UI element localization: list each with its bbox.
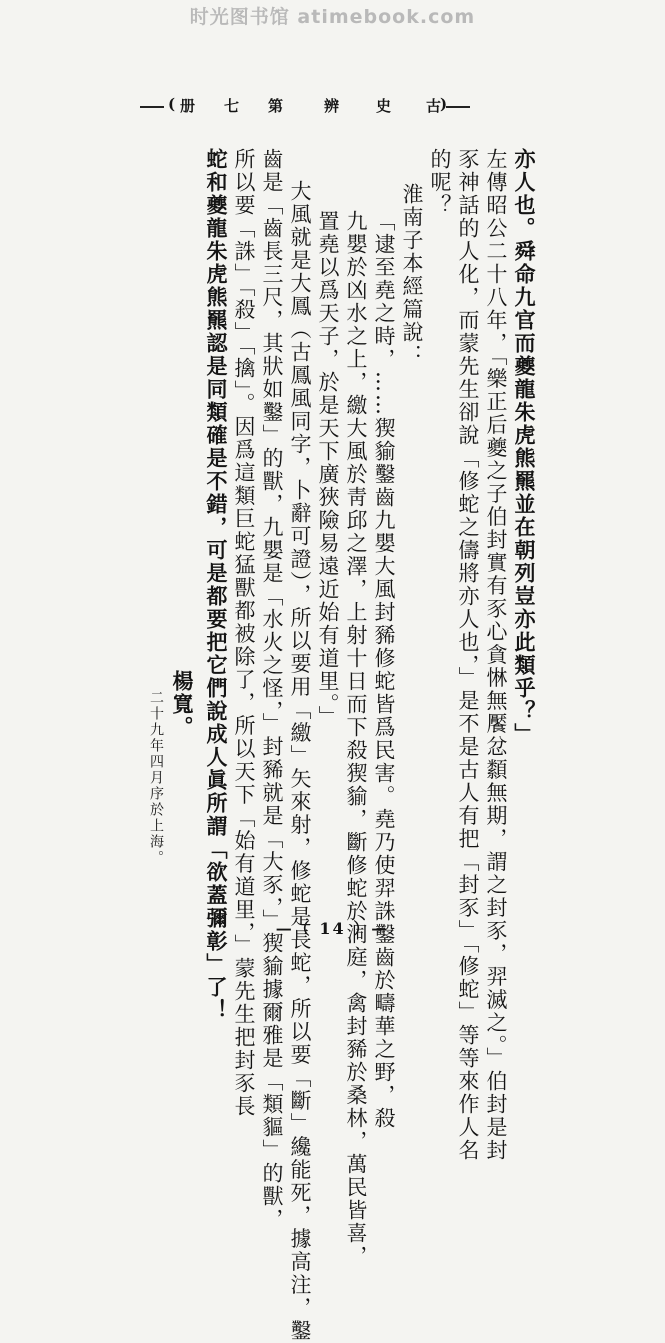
header-char: 册 [180, 97, 196, 115]
header-rule-right [446, 106, 470, 108]
page-number: —（ 14 ）— [275, 919, 390, 938]
quote-column: 九嬰於凶水之上，繳大風於靑邱之澤，上射十日而下殺猰貐，斷修蛇於洞庭，禽封豨於桑林，萬民皆喜， [344, 210, 368, 1268]
text-column: 的呢？ [428, 148, 452, 217]
quote-column: 「逮至堯之時，……猰貐鑿齒九嬰大風封豨修蛇皆爲民害。堯乃使羿誅鑿齒於疇華之野，殺 [372, 210, 396, 1130]
text-column: 蛇和夔龍朱虎熊羆認是同類確是不錯，可是都要把它們說成人眞所謂「欲蓋彌彰」了！ [204, 148, 229, 1022]
text-column: 左傳昭公二十八年，「樂正后夔之子伯封實有豕心貪惏無饜忿纇無期，謂之封豕，羿滅之。」伯封是封 [484, 148, 508, 1162]
running-header [140, 95, 470, 119]
text-column: 所以要「誅」「殺」「擒」。因爲這類巨蛇猛獸都被除了，所以天下「始有道里，」蒙先生把封豕長 [232, 148, 256, 1118]
header-char: ( [168, 95, 176, 113]
date-line: 二十九年四月序於上海。 [148, 690, 164, 866]
watermark: 时光图书馆 atimebook.com [189, 6, 476, 28]
header-char: ) [440, 95, 448, 113]
header-char: 辨 [324, 97, 340, 115]
header-char: 古 [426, 97, 442, 115]
text-column: 亦人也。舜命九官而夔龍朱虎熊羆並在朝列豈亦此類乎？」 [512, 148, 537, 746]
header-char: 史 [376, 97, 392, 115]
text-column: 大風就是大鳳（古鳳風同字，卜辭可證），所以要用「繳」矢來射，修蛇是長蛇，所以要「斷」纔能死，據高注，鑿 [288, 180, 312, 1343]
signature: 楊寬。 [170, 670, 195, 739]
header-char: 七 [224, 97, 240, 115]
text-column: 淮南子本經篇說： [400, 183, 424, 367]
header-rule-left [140, 106, 164, 108]
text-column: 齒是「齒長三尺，其狀如鑿」的獸，九嬰是「水火之怪，」封豨就是「大豕，」猰貐據爾雅是「類貙」的獸， [260, 148, 284, 1231]
quote-column: 置堯以爲天子，於是天下廣狹險易遠近始有道里。」 [316, 210, 340, 729]
header-char: 第 [268, 97, 284, 115]
text-column: 豕神話的人化，而蒙先生卻說「修蛇之儔將亦人也，」是不是古人有把「封豕」「修蛇」等等來作人名 [456, 148, 480, 1162]
